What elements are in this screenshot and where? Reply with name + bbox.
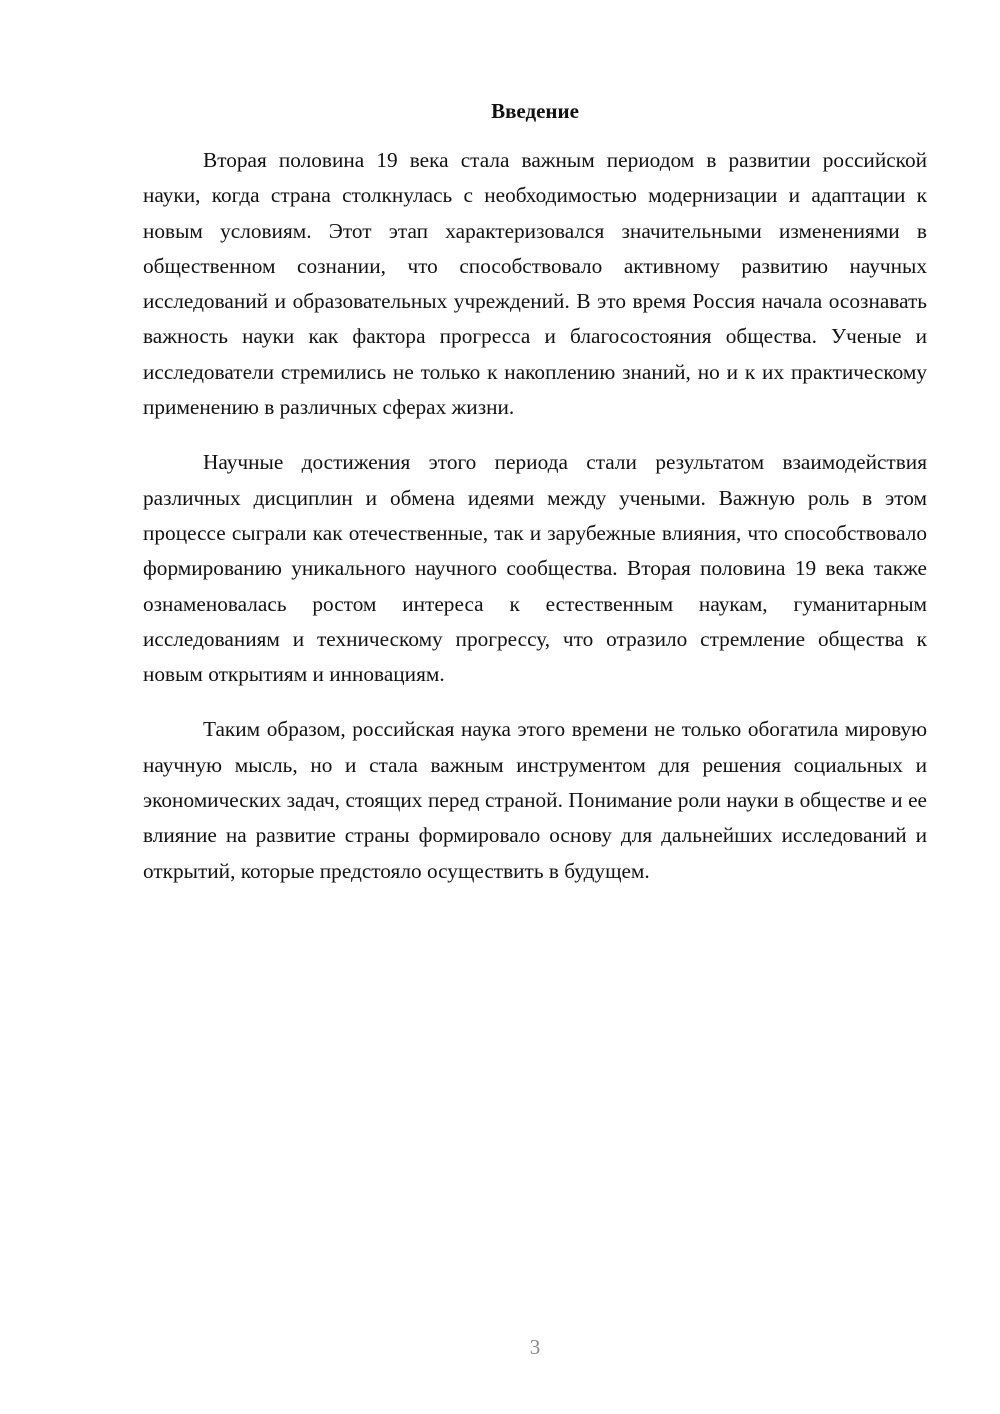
paragraph-2: Научные достижения этого периода стали результатом взаимодействия различных дисциплин и обмена идеями между учеными. Важную роль в этом процессе сыграли как отечественные, так и зарубежные влияния, что способствовало формированию уникального научного сообщества. Вторая половина 19 века также ознаменовалась ростом интереса к естественным наукам, гуманитарным исследованиям и техническому прогрессу, что отразило стремление общества к новым открытиям и инновациям. [143,450,927,687]
body-text [143,143,927,909]
section-title: Введение [491,99,579,123]
paragraph-1: Вторая половина 19 века стала важным периодом в развитии российской науки, когда страна столкнулась с необходимостью модернизации и адаптации к новым условиям. Этот этап характеризовался значительными изменениями в общественном сознании, что способствовало активному развитию научных исследований и образовательных учреждений. В это время Россия начала осознавать важность науки как фактора прогресса и благосостояния общества. Ученые и исследователи стремились не только к накоплению знаний, но и к их практическому применению в различных сферах жизни. [143,148,927,420]
page-number: 3 [529,1335,541,1359]
paragraph-3: Таким образом, российская наука этого времени не только обогатила мировую научную мысль, но и стала важным инструментом для решения социальных и экономических задач, стоящих перед страной. Понимание роли науки в обществе и ее влияние на развитие страны формировало основу для дальнейших исследований и открытий, которые предстояло осуществить в будущем. [143,717,927,883]
